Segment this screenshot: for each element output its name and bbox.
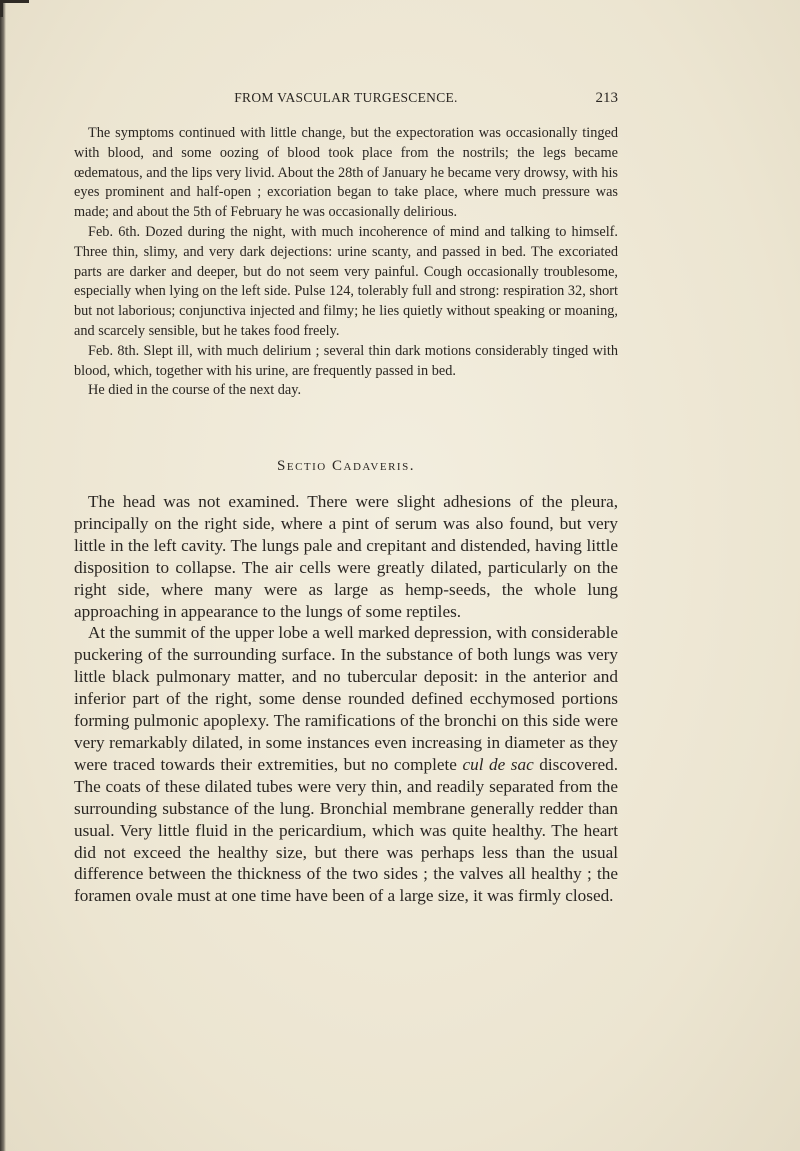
corner-rule-mark bbox=[0, 0, 29, 17]
binding-edge bbox=[0, 0, 6, 1151]
page-number: 213 bbox=[595, 90, 618, 106]
autopsy-paragraph: The head was not examined. There were slight adhesions of the pleura, principally on the right side, where a pint of serum was also found, but very little in the left cavity. The lungs pale and crepitant and distended, having little disposition to collapse. The air cells were greatly dilated, particularly on the right side, where many were as large as hemp-seeds, the whole lung approaching in appearance to the lungs of some reptiles. bbox=[74, 492, 618, 621]
case-note-paragraph: Feb. 8th. Slept ill, with much delirium ; several thin dark motions considerably tinged with blood, which, together with his urine, are frequently passed in bed. bbox=[74, 342, 618, 379]
autopsy-paragraph bbox=[74, 622, 618, 907]
italic-term: cul de sac bbox=[462, 754, 534, 774]
autopsy-text: discovered. The coats of these dilated tubes were very thin, and readily separated from the surrounding substance of the lung. Bronchial membrane generally redder than usual. Very little fluid in the pericardium, which was quite healthy. The heart did not exceed the healthy size, but there was perhaps less than the usual difference between the thickness of the two sides ; the valves all healthy ; the foramen ovale must at one time have been of a large size, it was firmly closed. bbox=[74, 754, 618, 906]
autopsy-text: At the summit of the upper lobe a well marked depression, with considerable puckering of the surrounding surface. In the substance of both lungs was very little black pulmonary matter, and no tubercular deposit: in the anterior and inferior part of the right, some dense rounded defined ecchymosed portions forming pulmonic apoplexy. The ramifications of the bronchi on this side were very remarkably dilated, in some instances even increasing in diameter as they were traced towards their extremities, but no complete bbox=[74, 623, 618, 774]
autopsy-findings bbox=[74, 491, 618, 907]
case-note-paragraph: The symptoms continued with little change, but the expectoration was occasionally tinged with blood, and some oozing of blood took place from the nostrils; the legs became œdematous, and the lips very livid. About the 28th of January he became very drowsy, with his eyes prominent and half-open ; excoriation began to take place, where much pressure was made; and about the 5th of February he was occasionally delirious. bbox=[74, 125, 618, 221]
section-heading: Sectio Cadaveris. bbox=[277, 458, 415, 474]
case-note-paragraph: He died in the course of the next day. bbox=[88, 382, 302, 399]
case-notes bbox=[74, 124, 618, 401]
running-head: FROM VASCULAR TURGESCENCE. bbox=[234, 90, 458, 105]
page-header bbox=[74, 90, 618, 112]
case-note-paragraph: Feb. 6th. Dozed during the night, with much incoherence of mind and talking to himself. Three thin, slimy, and very dark dejections: urine scanty, and passed in bed. The excoriated parts are darker and deeper, but do not seem very painful. Cough occasionally troublesome, especially when lying on the left side. Pulse 124, tolerably full and strong: respiration 32, short but not laborious; conjunctiva injected and filmy; he lies quietly without speaking or moaning, and scarcely sensible, but he takes food freely. bbox=[74, 223, 618, 339]
